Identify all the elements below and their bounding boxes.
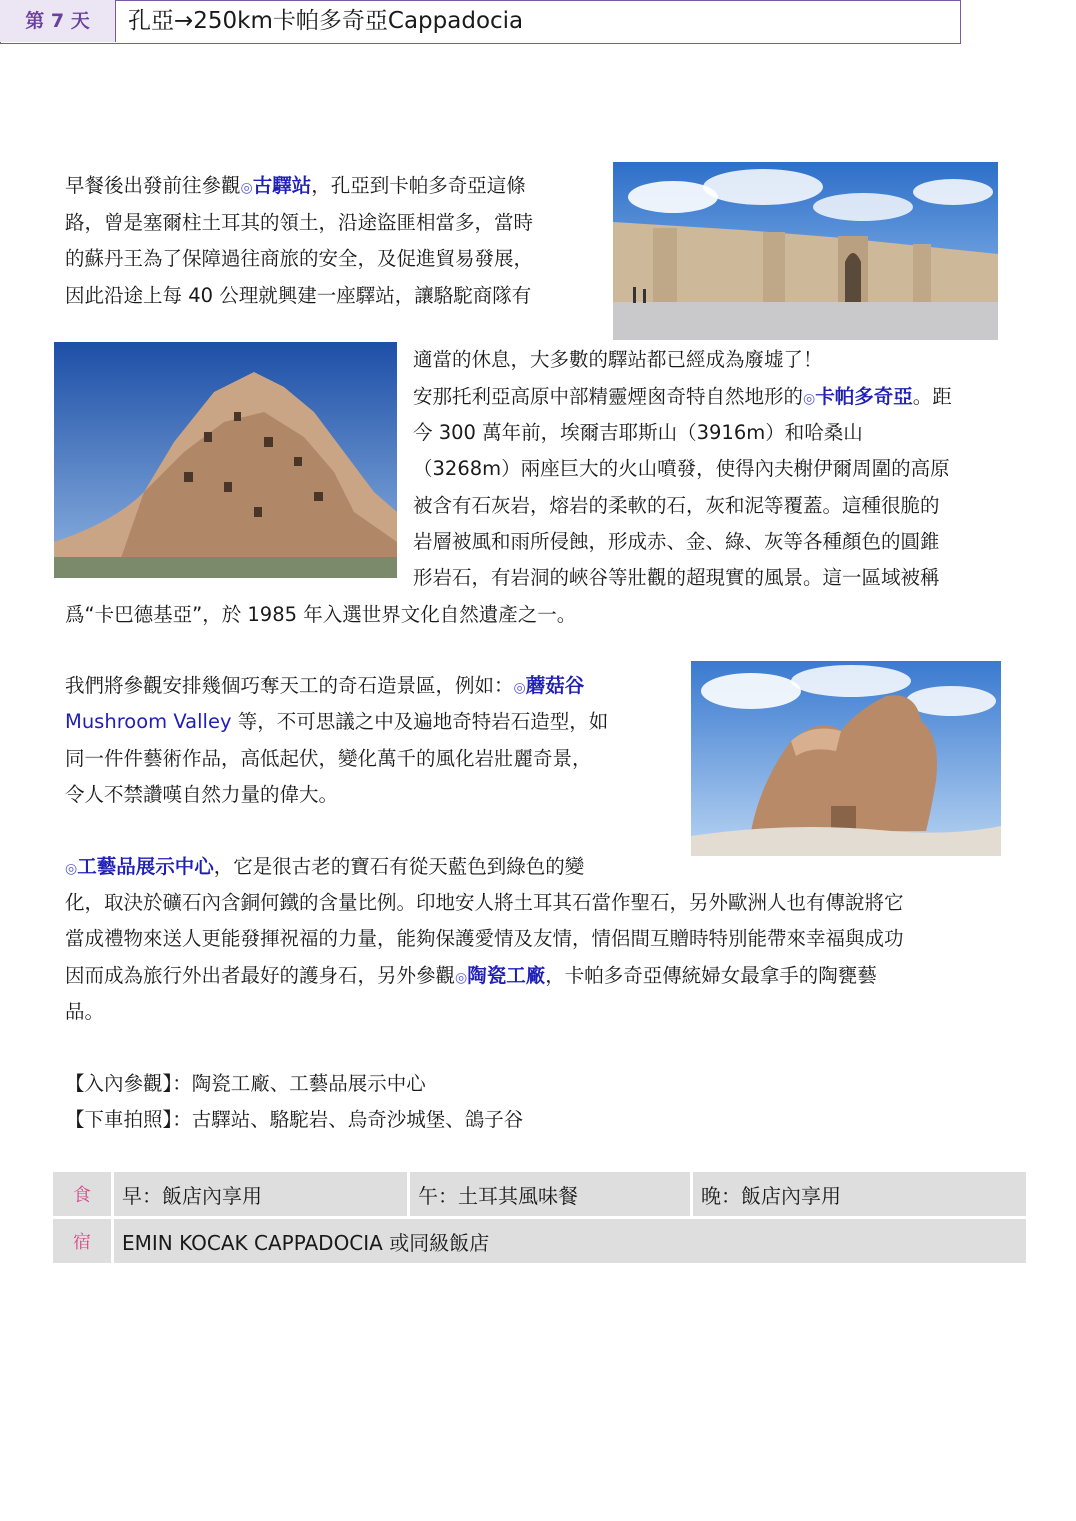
- breakfast-cell: 早：飯店內享用: [114, 1172, 410, 1219]
- para2-line2: 今 300 萬年前，埃爾吉耶斯山（3916m）和哈桑山: [413, 421, 863, 444]
- day-label: 第 7 天: [0, 0, 116, 42]
- meals-row: [53, 1172, 1026, 1219]
- food-label: 食: [53, 1172, 114, 1219]
- para2-line5: 岩層被風和雨所侵蝕，形成赤、金、綠、灰等各種顏色的圓錐: [413, 530, 940, 553]
- para4-text: 因而成為旅行外出者最好的護身石，另外參觀: [65, 964, 456, 987]
- lodging-row: [53, 1219, 1026, 1266]
- para2-line4: 被含有石灰岩，熔岩的柔軟的石，灰和泥等覆蓋。這種很脆的: [413, 494, 940, 517]
- para2-text: 安那托利亞高原中部精靈煙囪奇特自然地形的: [413, 385, 804, 408]
- stay-label: 宿: [53, 1219, 114, 1266]
- para1-line4: 因此沿途上每 40 公理就興建一座驛站，讓駱駝商隊有: [65, 284, 532, 307]
- highlight-craft-center: 工藝品展示中心: [77, 855, 214, 878]
- para4-text: ，卡帕多奇亞傳統婦女最拿手的陶甕藝: [545, 964, 877, 987]
- para1-text: ，孔亞到卡帕多奇亞這條: [311, 174, 526, 197]
- para4-line5: 品。: [65, 1000, 105, 1023]
- para3-line1: [65, 668, 584, 706]
- para2-line1: [413, 379, 952, 417]
- highlight-mushroom-valley-en: Mushroom Valley: [65, 710, 232, 733]
- para1-line5: 適當的休息，大多數的驛站都已經成為廢墟了！: [413, 348, 823, 371]
- para4-line2: 化，取決於礦石內含銅何鐵的含量比例。印地安人將土耳其石當作聖石，另外歐洲人也有傳說將它: [65, 891, 904, 914]
- para1-line2: 路，曾是塞爾柱土耳其的領土，沿途盜匪相當多，當時: [65, 211, 534, 234]
- para1-line1: [65, 168, 526, 206]
- para4-line4: [65, 958, 877, 996]
- para2-line6: 形岩石，有岩洞的峽谷等壯觀的超現實的風景。這一區域被稱: [413, 566, 940, 589]
- dinner-cell: 晚：飯店內享用: [693, 1172, 1026, 1219]
- lunch-cell: 午：土耳其風味餐: [410, 1172, 693, 1219]
- para1-line3: 的蘇丹王為了保障過往商旅的安全，及促進貿易發展，: [65, 247, 534, 270]
- circle-mark: ◎: [455, 970, 468, 986]
- camel-rock-photo: [691, 661, 1001, 856]
- day-title: 孔亞→250km卡帕多奇亞Cappadocia: [128, 8, 524, 34]
- day-header: [0, 0, 961, 44]
- highlight-cappadocia: 卡帕多奇亞: [815, 385, 913, 408]
- hotel-cell: EMIN KOCAK CAPPADOCIA 或同級飯店: [114, 1219, 1026, 1266]
- para4-text: ，它是很古老的寶石有從天藍色到綠色的變: [213, 855, 585, 878]
- para2-line7: 爲“卡巴德基亞”，於 1985 年入選世界文化自然遺產之一。: [65, 603, 577, 626]
- para2-text: 。距: [912, 385, 952, 408]
- circle-mark: ◎: [513, 680, 526, 696]
- visit-photo-stop: 【下車拍照】：古驛站、駱駝岩、烏奇沙城堡、鴿子谷: [65, 1108, 524, 1131]
- highlight-old-inn: 古驛站: [252, 174, 312, 197]
- para3-line2: [65, 704, 608, 740]
- para2-line3: （3268m）兩座巨大的火山噴發，使得內夫榭伊爾周圍的高原: [413, 457, 950, 480]
- visit-enter: 【入內參觀】：陶瓷工廠、工藝品展示中心: [65, 1072, 426, 1095]
- circle-mark: ◎: [240, 180, 253, 196]
- para1-text: 早餐後出發前往參觀: [65, 174, 241, 197]
- meals-table: [53, 1172, 1026, 1266]
- para3-line4: 令人不禁讚嘆自然力量的偉大。: [65, 783, 339, 806]
- circle-mark: ◎: [803, 391, 816, 407]
- highlight-ceramics-factory: 陶瓷工廠: [467, 964, 546, 987]
- para3-text: 我們將參觀安排幾個巧奪天工的奇石造景區，例如：: [65, 674, 514, 697]
- para4-line1: [65, 849, 584, 887]
- caravanserai-photo: [613, 162, 998, 340]
- para3-line3: 同一件件藝術作品，高低起伏，變化萬千的風化岩壯麗奇景，: [65, 747, 592, 770]
- uchisar-castle-photo: [54, 342, 397, 578]
- circle-mark: ◎: [65, 861, 78, 877]
- para3-text: 等，不可思議之中及遍地奇特岩石造型，如: [231, 710, 609, 733]
- highlight-mushroom-valley: 蘑菇谷: [525, 674, 585, 697]
- para4-line3: 當成禮物來送人更能發揮祝福的力量，能夠保護愛情及友情，情侶間互贈時特別能帶來幸福與成功: [65, 927, 904, 950]
